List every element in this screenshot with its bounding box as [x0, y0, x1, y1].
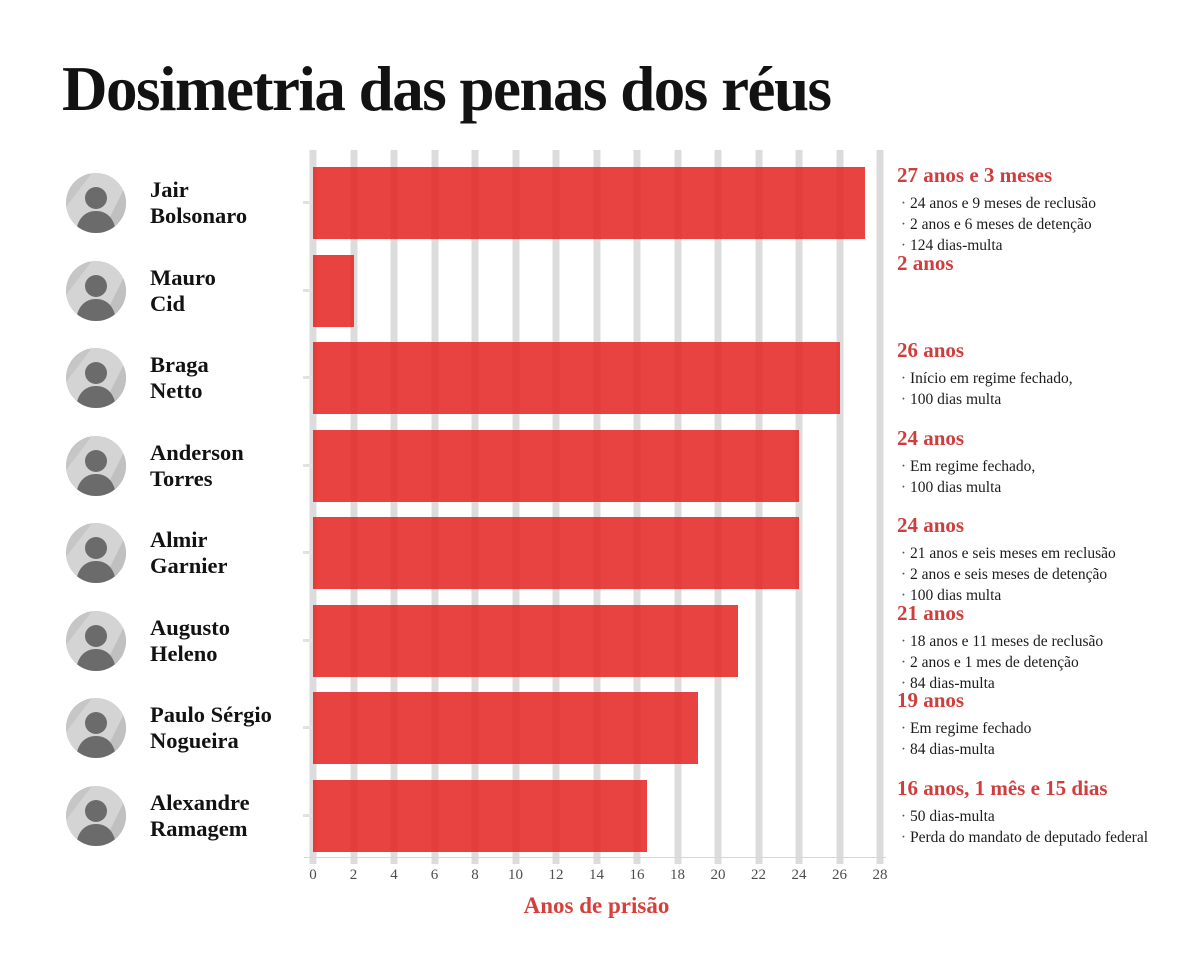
sentence-detail: [897, 564, 1149, 585]
sentence-total: 16 anos, 1 mês e 15 dias: [897, 775, 1108, 800]
sentence-detail-text: 100 dias multa: [910, 587, 1002, 604]
bullet-dot-icon: ·: [900, 587, 907, 604]
defendant-name-line2: Netto: [150, 378, 203, 403]
sentence-total: 21 anos: [897, 600, 965, 625]
sentence-detail-text: 100 dias multa: [910, 478, 1002, 496]
sentence-annotation: [897, 338, 1175, 410]
defendant-name-line1: Jair: [150, 177, 189, 202]
bar: [313, 780, 647, 852]
defendant-name-line1: Braga: [150, 352, 209, 377]
defendant-name: [150, 430, 310, 502]
person-photo-icon: [66, 523, 126, 583]
x-tick-label: 6: [430, 867, 439, 883]
sentence-total: 27 anos e 3 meses: [897, 163, 1053, 187]
defendant-name-line2: Cid: [150, 290, 186, 316]
sentence-detail: [897, 827, 1149, 848]
sentence-details: [897, 456, 1149, 498]
x-tick-label: 22: [751, 867, 766, 883]
sentence-detail: [897, 477, 1149, 498]
avatar: [66, 436, 126, 496]
defendant-row: [0, 763, 1191, 851]
sentence-detail-text: 2 anos e 6 meses de detenção: [910, 216, 1092, 233]
person-photo-icon: [66, 786, 126, 846]
person-photo-icon: [66, 348, 126, 408]
bar: [313, 255, 354, 327]
sentence-detail: [897, 193, 1149, 214]
bullet-dot-icon: ·: [900, 807, 907, 825]
defendant-name-line1: Anderson: [150, 439, 244, 465]
avatar: [66, 786, 126, 846]
defendant-row: [0, 588, 1191, 692]
defendant-row: [0, 325, 1191, 413]
bar: [313, 430, 799, 502]
sentence-detail-text: 18 anos e 11 meses de reclusão: [910, 632, 1104, 650]
avatar: [66, 611, 126, 671]
y-axis-tick: [303, 376, 312, 379]
bullet-dot-icon: ·: [900, 391, 907, 408]
sentence-details: [897, 718, 1149, 760]
sentence-total: 24 anos: [897, 425, 965, 450]
defendant-name-line2: Nogueira: [150, 728, 239, 753]
chart-rows: [0, 150, 1191, 918]
bullet-dot-icon: ·: [900, 237, 907, 254]
sentence-detail: [897, 368, 1149, 389]
defendant-name-line1: Augusto: [150, 614, 231, 640]
defendant-name-line1: Almir: [150, 527, 208, 552]
defendant-name: [150, 605, 310, 677]
sentence-detail-text: 2 anos e seis meses de detenção: [910, 566, 1108, 583]
x-tick-label: 8: [471, 867, 479, 883]
defendant-name-line2: Bolsonaro: [150, 203, 248, 228]
sentence-detail-text: 84 dias-multa: [910, 674, 995, 692]
bullet-dot-icon: ·: [900, 828, 907, 846]
defendant-row: [0, 675, 1191, 763]
x-tick-label: 26: [832, 867, 847, 883]
defendant-name-line1: Mauro: [150, 264, 216, 290]
avatar: [66, 348, 126, 408]
sentence-detail: [897, 652, 1149, 673]
sentence-details: [897, 368, 1149, 410]
sentence-detail: [897, 456, 1149, 477]
defendant-name-line1: Paulo Sérgio: [150, 702, 272, 727]
defendant-name-line2: Ramagem: [150, 815, 248, 841]
sentence-annotation: [897, 776, 1175, 848]
bullet-dot-icon: ·: [900, 195, 907, 212]
bar: [313, 517, 799, 589]
sentence-detail-text: Perda do mandato de deputado federal: [910, 828, 1149, 846]
x-tick-label: 20: [710, 867, 726, 883]
sentence-detail-text: 21 anos e seis meses em reclusão: [910, 545, 1116, 562]
sentence-detail-text: 2 anos e 1 mes de detenção: [910, 653, 1079, 671]
x-tick-label: 4: [390, 867, 398, 883]
defendant-name-line1: Alexandre: [150, 789, 250, 815]
sentence-detail-text: Início em regime fechado,: [910, 370, 1073, 387]
sentence-total: 24 anos: [897, 513, 965, 537]
sentence-detail: [897, 739, 1149, 760]
avatar: [66, 523, 126, 583]
x-tick-label: 0: [309, 867, 317, 883]
defendant-name: [150, 342, 310, 414]
sentence-detail: [897, 389, 1149, 410]
bullet-dot-icon: ·: [900, 216, 907, 233]
sentence-annotation: [897, 688, 1175, 760]
sentence-detail-text: 100 dias multa: [910, 391, 1002, 408]
x-axis-line: [304, 857, 886, 858]
bullet-dot-icon: ·: [900, 478, 907, 496]
x-tick-label: 24: [791, 867, 807, 883]
person-photo-icon: [66, 698, 126, 758]
sentence-annotation: [897, 251, 1175, 281]
defendant-row: [0, 413, 1191, 501]
bullet-dot-icon: ·: [900, 370, 907, 387]
x-tick-label: 12: [548, 867, 564, 883]
sentence-detail: [897, 543, 1149, 564]
defendant-name: [150, 780, 310, 852]
bar-chart: [0, 150, 1191, 918]
x-tick-label: 16: [629, 867, 645, 883]
x-axis-tick-labels: [309, 867, 888, 887]
x-tick-label: 10: [508, 867, 523, 883]
person-photo-icon: [66, 611, 126, 671]
sentence-detail-text: Em regime fechado: [910, 720, 1032, 737]
sentence-detail-text: 50 dias-multa: [910, 807, 995, 825]
defendant-name-line2: Torres: [150, 465, 213, 491]
y-axis-tick: [303, 289, 312, 292]
x-tick-label: 28: [872, 867, 888, 883]
person-photo-icon: [66, 436, 126, 496]
y-axis-tick: [303, 726, 312, 729]
bar: [313, 605, 738, 677]
sentence-detail-text: 24 anos e 9 meses de reclusão: [910, 195, 1096, 212]
y-axis-tick: [303, 551, 312, 554]
defendant-row: [0, 150, 1191, 254]
y-axis-tick: [303, 639, 312, 642]
bullet-dot-icon: ·: [900, 653, 907, 671]
bar: [313, 167, 865, 239]
avatar: [66, 698, 126, 758]
defendant-row: [0, 500, 1191, 604]
sentence-total: 26 anos: [897, 338, 965, 362]
bullet-dot-icon: ·: [900, 741, 907, 758]
bullet-dot-icon: ·: [900, 674, 907, 692]
bar: [313, 692, 698, 764]
y-axis-tick: [303, 814, 312, 817]
sentence-detail: [897, 214, 1149, 235]
y-axis-tick: [303, 201, 312, 204]
defendant-name-line2: Heleno: [150, 640, 218, 666]
sentence-detail: [897, 806, 1149, 827]
bullet-dot-icon: ·: [900, 566, 907, 583]
page-title: Dosimetria das penas dos réus: [62, 54, 831, 125]
x-tick-label: 18: [670, 867, 685, 883]
defendant-name: [150, 692, 310, 764]
avatar: [66, 173, 126, 233]
bullet-dot-icon: ·: [900, 720, 907, 737]
person-photo-icon: [66, 261, 126, 321]
sentence-details: [897, 806, 1149, 848]
x-tick-label: 14: [589, 867, 604, 883]
defendant-name: [150, 167, 310, 239]
defendant-name: [150, 517, 310, 589]
sentence-total: 2 anos: [897, 250, 954, 275]
bar: [313, 342, 840, 414]
sentence-detail-text: 124 dias-multa: [910, 237, 1003, 254]
sentence-annotation: [897, 426, 1175, 498]
sentence-detail: [897, 631, 1149, 652]
bullet-dot-icon: ·: [900, 632, 907, 650]
person-photo-icon: [66, 173, 126, 233]
defendant-name: [150, 255, 310, 327]
bullet-dot-icon: ·: [900, 457, 907, 475]
x-tick-label: 2: [349, 867, 358, 883]
sentence-detail-text: Em regime fechado,: [910, 457, 1036, 475]
x-axis-title: Anos de prisão: [523, 893, 670, 918]
avatar: [66, 261, 126, 321]
sentence-total: 19 anos: [897, 688, 965, 712]
defendant-row: [0, 238, 1191, 326]
y-axis-tick: [303, 464, 312, 467]
sentence-detail: [897, 718, 1149, 739]
bullet-dot-icon: ·: [900, 545, 907, 562]
defendant-name-line2: Garnier: [150, 553, 228, 578]
sentence-detail-text: 84 dias-multa: [910, 741, 995, 758]
